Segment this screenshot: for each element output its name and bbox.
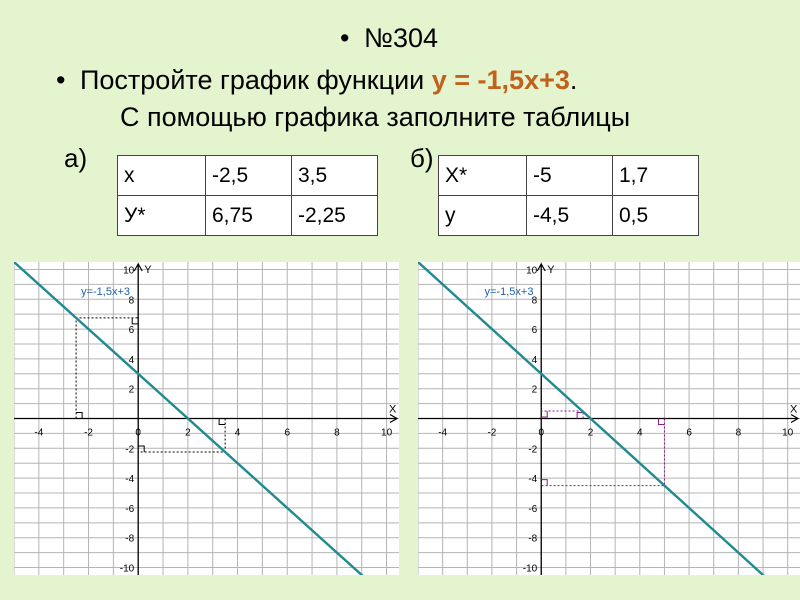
function-label: y=-1,5x+3: [81, 285, 130, 298]
table-cell: 3,5: [292, 156, 378, 196]
task-prefix: Постройте график функции: [80, 65, 432, 95]
guide-marker: [541, 480, 547, 486]
x-tick-label: 6: [284, 427, 291, 439]
y-tick-label: -8: [125, 533, 135, 545]
y-tick-label: -4: [125, 474, 135, 486]
x-tick-label: 8: [334, 427, 340, 439]
y-axis-label: Y: [144, 264, 152, 276]
task-statement: [56, 64, 577, 96]
table-row: [439, 196, 699, 236]
graph-b: [418, 262, 800, 575]
table-row: [439, 156, 699, 196]
guide-marker: [219, 419, 225, 425]
function-label: y=-1,5x+3: [484, 285, 534, 298]
y-tick-label: 10: [526, 265, 538, 277]
y-tick-label: -2: [125, 444, 135, 456]
guide-marker: [658, 419, 664, 425]
x-tick-label: 0: [135, 427, 141, 439]
table-a: [117, 155, 378, 236]
x-axis-label: X: [790, 403, 798, 416]
table-cell: 6,75: [206, 196, 292, 236]
table-cell: -4,5: [527, 196, 613, 236]
guide-marker: [541, 411, 547, 417]
table-cell: y: [439, 196, 527, 236]
table-cell: -2,5: [206, 156, 292, 196]
table-cell: X*: [439, 156, 527, 196]
x-tick-label: 4: [637, 427, 643, 439]
table-cell: 1,7: [613, 156, 699, 196]
guide-line: [138, 419, 225, 453]
label-b: б): [410, 143, 434, 173]
label-a: а): [64, 143, 88, 173]
table-row: [118, 156, 378, 196]
y-tick-label: 4: [531, 354, 538, 366]
x-tick-label: 10: [381, 427, 393, 439]
y-tick-label: -4: [528, 474, 538, 486]
x-tick-label: -4: [34, 427, 44, 439]
x-tick-label: 2: [185, 427, 191, 439]
x-tick-label: 6: [686, 427, 692, 439]
y-tick-label: 2: [128, 384, 135, 396]
graph-a: [14, 262, 399, 575]
y-tick-label: 2: [531, 384, 538, 396]
y-tick-label: 6: [531, 325, 538, 337]
x-tick-label: 4: [234, 427, 241, 439]
x-tick-label: 8: [735, 427, 742, 439]
guide-marker: [76, 413, 82, 419]
y-tick-label: -6: [528, 503, 538, 515]
task-line-2: С помощью графика заполните таблицы: [120, 102, 631, 132]
table-row: [118, 196, 378, 236]
y-tick-label: -6: [125, 503, 135, 515]
guide-marker: [138, 446, 144, 452]
guide-marker: [577, 413, 583, 419]
table-cell: x: [118, 156, 206, 196]
x-tick-label: 0: [538, 427, 545, 439]
table-cell: -5: [527, 156, 613, 196]
y-axis-label: Y: [547, 264, 555, 276]
x-tick-label: -2: [487, 427, 497, 439]
x-tick-label: 2: [587, 427, 594, 439]
table-cell: 0,5: [613, 196, 699, 236]
table-cell: -2,25: [292, 196, 378, 236]
y-tick-label: 6: [128, 325, 135, 337]
function-formula: y = -1,5x+3: [431, 65, 570, 95]
y-tick-label: -2: [528, 444, 538, 456]
y-tick-label: -10: [522, 563, 538, 575]
x-axis-label: X: [389, 403, 397, 416]
bullet: •: [56, 65, 66, 95]
x-tick-label: -2: [84, 427, 93, 439]
y-tick-label: 4: [128, 354, 135, 366]
guide-marker: [132, 318, 138, 324]
table-b: [438, 155, 699, 236]
problem-number: [340, 22, 438, 54]
x-tick-label: -4: [438, 427, 448, 439]
y-tick-label: -8: [528, 533, 538, 545]
y-tick-label: -10: [119, 563, 135, 575]
y-tick-label: 8: [128, 295, 135, 307]
table-cell: У*: [118, 196, 206, 236]
task-suffix: .: [569, 65, 578, 95]
x-tick-label: 10: [782, 427, 794, 439]
y-tick-label: 10: [123, 265, 135, 277]
problem-number-text: №304: [364, 23, 439, 53]
bullet: •: [340, 23, 350, 53]
y-tick-label: 8: [531, 295, 538, 307]
